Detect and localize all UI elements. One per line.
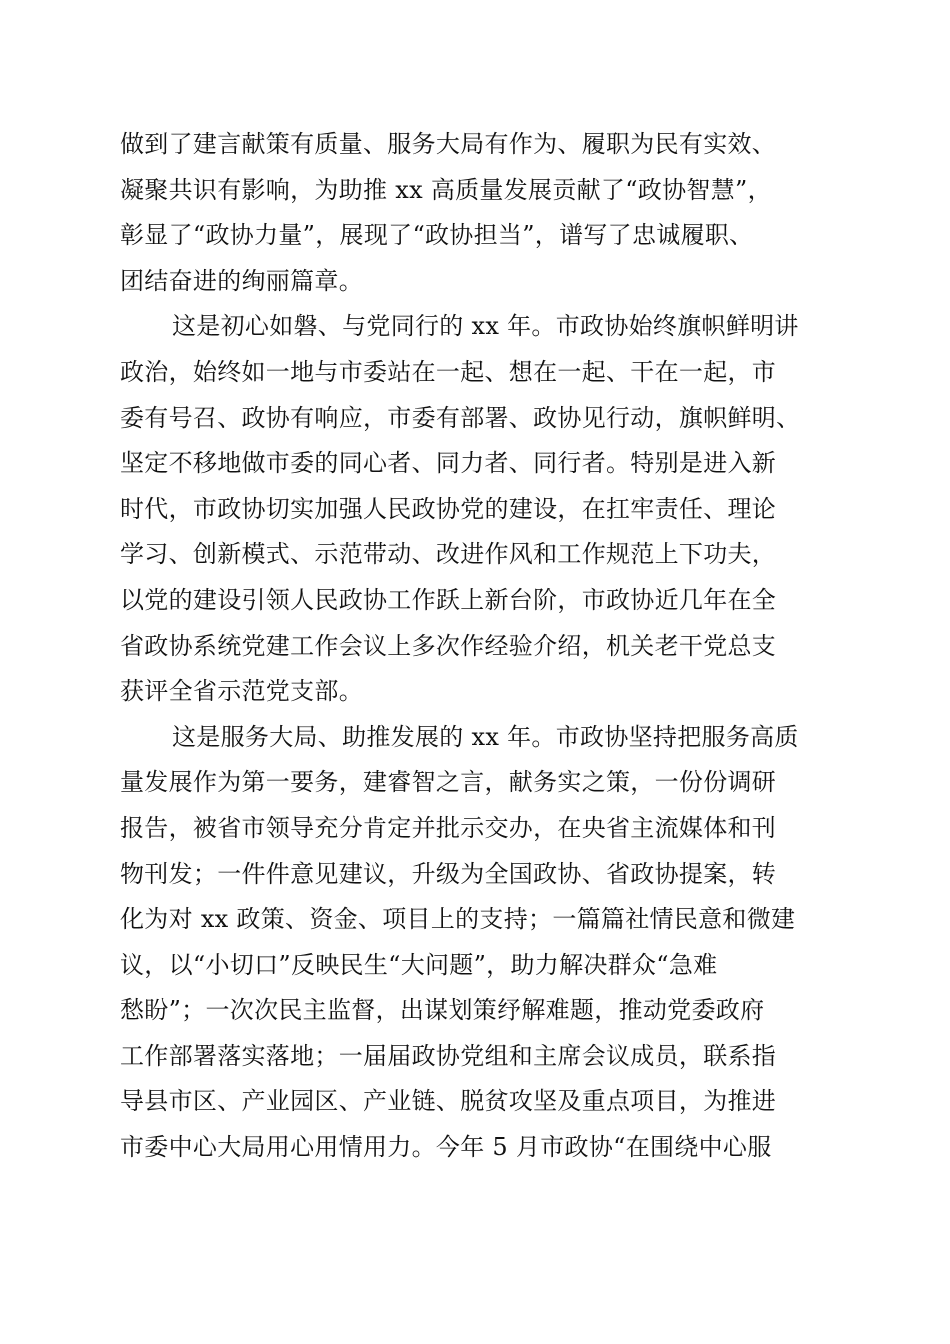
text-line: 委有号召、政协有响应，市委有部署、政协见行动，旗帜鲜明、 xyxy=(120,403,801,432)
text-line: 凝聚共识有影响，为助推 xx 高质量发展贡献了“政协智慧”， xyxy=(120,175,772,204)
text-line: 以党的建设引领人民政协工作跃上新台阶，市政协近几年在全 xyxy=(120,585,777,614)
text-line: 报告，被省市领导充分肯定并批示交办，在央省主流媒体和刊 xyxy=(120,813,777,842)
text-line: 市委中心大局用心用情用力。今年 5 月市政协“在围绕中心服 xyxy=(120,1133,772,1162)
document-body xyxy=(120,122,860,1171)
text-line: 做到了建言献策有质量、服务大局有作为、履职为民有实效、 xyxy=(120,130,777,158)
paragraph-1 xyxy=(120,122,860,304)
paragraph-3 xyxy=(120,715,860,1171)
text-line: 时代，市政协切实加强人民政协党的建设，在扛牢责任、理论 xyxy=(120,494,777,523)
text-line: 化为对 xx 政策、资金、项目上的支持；一篇篇社情民意和微建 xyxy=(120,905,796,934)
text-line: 议，以“小切口”反映民生“大问题”，助力解决群众“急难 xyxy=(120,950,718,979)
text-line: 这是初心如磐、与党同行的 xx 年。市政协始终旗帜鲜明讲 xyxy=(172,312,799,341)
text-line: 工作部署落实落地；一届届政协党组和主席会议成员，联系指 xyxy=(120,1041,777,1070)
text-line: 愁盼”；一次次民主监督，出谋划策纾解难题，推动党委政府 xyxy=(120,996,765,1025)
text-line: 导县市区、产业园区、产业链、脱贫攻坚及重点项目，为推进 xyxy=(120,1087,777,1116)
text-line: 获评全省示范党支部。 xyxy=(120,677,363,706)
text-line: 量发展作为第一要务，建睿智之言，献务实之策，一份份调研 xyxy=(120,768,777,797)
text-line: 学习、创新模式、示范带动、改进作风和工作规范上下功夫， xyxy=(120,540,777,569)
text-line: 物刊发；一件件意见建议，升级为全国政协、省政协提案，转 xyxy=(120,859,777,888)
text-line: 政治，始终如一地与市委站在一起、想在一起、干在一起，市 xyxy=(120,357,777,386)
paragraph-2 xyxy=(120,304,860,714)
text-line: 这是服务大局、助推发展的 xx 年。市政协坚持把服务高质 xyxy=(172,722,799,751)
text-line: 彰显了“政协力量”，展现了“政协担当”，谱写了忠诚履职、 xyxy=(120,221,754,250)
text-line: 坚定不移地做市委的同心者、同力者、同行者。特别是进入新 xyxy=(120,449,777,478)
text-line: 团结奋进的绚丽篇章。 xyxy=(120,266,363,295)
text-line: 省政协系统党建工作会议上多次作经验介绍，机关老干党总支 xyxy=(120,631,777,660)
